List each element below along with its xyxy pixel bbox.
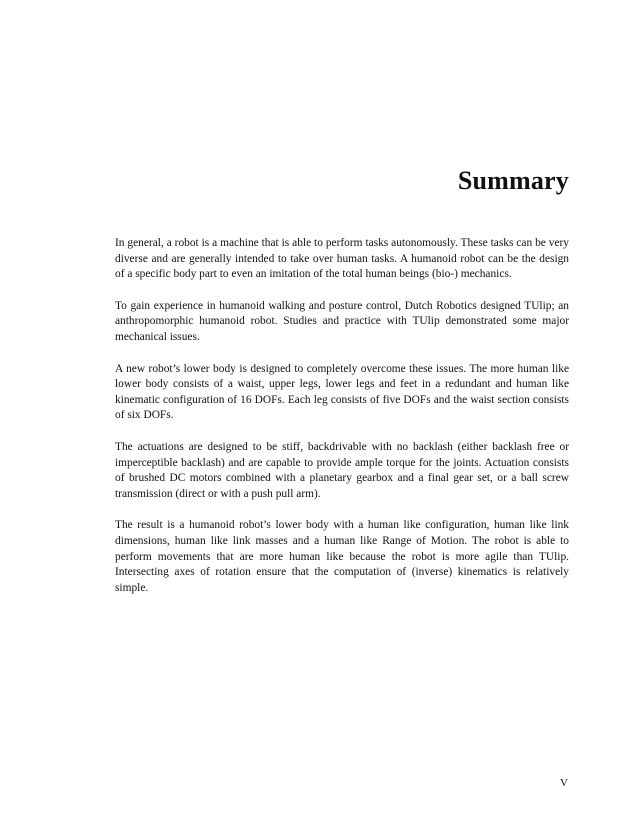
page-number: V	[560, 777, 568, 789]
paragraph-2: To gain experience in humanoid walking and posture control, Dutch Robotics designed TUlip; an anthropomorphic humanoid robot. Studies and practice with TUlip demonstrated some major mechanical issues.	[115, 299, 569, 343]
paragraph-3: A new robot’s lower body is designed to completely overcome these issues. The more human like lower body consists of a waist, upper legs, lower legs and feet in a redundant and human like kinematic configuration of 16 DOFs. Each leg consists of five DOFs and the waist section consists of six DOFs.	[115, 362, 569, 422]
paragraph-4: The actuations are designed to be stiff, backdrivable with no backlash (either backlash free or imperceptible backlash) and are capable to provide ample torque for the joints. Actuation consists of brushed DC motors combined with a planetary gearbox and a final gear set, or a ball screw transmission (direct or with a push pull arm).	[115, 440, 569, 500]
page-title: Summary	[457, 166, 569, 195]
paragraph-1: In general, a robot is a machine that is able to perform tasks autonomously. These tasks can be very diverse and are generally intended to take over human tasks. A humanoid robot can be the design of a specific body part to even an imitation of the total human beings (bio-) mechanics.	[115, 237, 569, 281]
paragraph-5: The result is a humanoid robot’s lower body with a human like configuration, human like link dimensions, human like link masses and a human like Range of Motion. The robot is able to perform movements that are more human like because the robot is more agile than TUlip. Intersecting axes of rotation ensure that the computation of (inverse) kinematics is relatively simple.	[115, 519, 569, 594]
summary-body	[115, 236, 569, 612]
